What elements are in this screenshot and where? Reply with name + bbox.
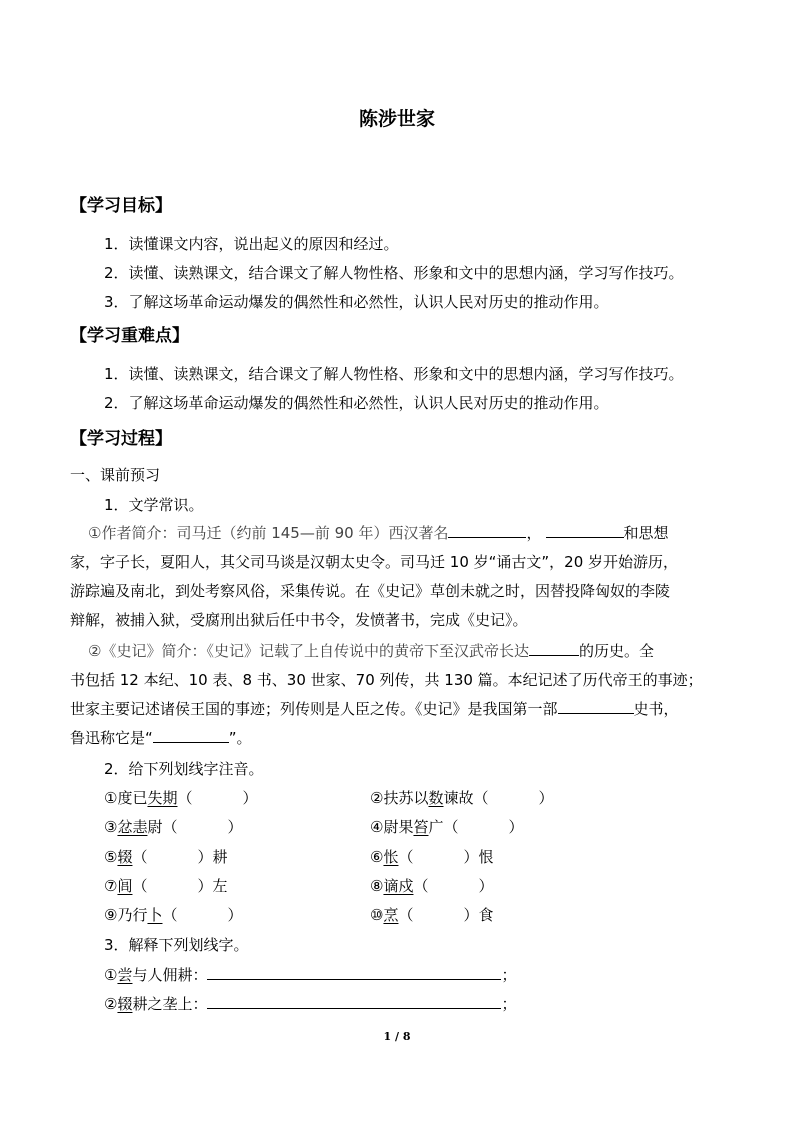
answer-blank[interactable] bbox=[153, 728, 229, 743]
process-heading: 【学习过程】 bbox=[70, 429, 172, 449]
shiji-text-f: ”。 bbox=[228, 729, 252, 747]
author-line-3: 游踪遍及南北，到处考察风俗，采集传说。在《史记》草创未就之时，因替投降匈奴的李陵 bbox=[70, 582, 671, 600]
goal-1: 1．读懂课文内容，说出起义的原因和经过。 bbox=[104, 235, 399, 253]
answer-blank[interactable] bbox=[558, 699, 634, 714]
page-title: 陈涉世家 bbox=[358, 108, 435, 130]
shiji-text-c: 世家主要记述诸侯王国的事迹；列传则是人臣之传。《史记》是我国第一部 bbox=[70, 700, 558, 718]
goal-3: 3．了解这场革命运动爆发的偶然性和必然性，认识人民对历史的推动作用。 bbox=[104, 293, 609, 311]
q1-label: 1．文学常识。 bbox=[104, 496, 204, 514]
answer-blank[interactable] bbox=[529, 641, 579, 656]
pinyin-item: ⑧谪戍（ ） bbox=[370, 877, 494, 895]
key-heading: 【学习重难点】 bbox=[70, 326, 189, 346]
pinyin-item: ⑦闾（ ）左 bbox=[104, 877, 228, 895]
answer-blank[interactable] bbox=[546, 523, 624, 538]
pinyin-item: ②扶苏以数谏故（ ） bbox=[370, 789, 554, 807]
shiji-text-d: 史书， bbox=[633, 700, 679, 718]
shiji-text-e: 鲁迅称它是“ bbox=[70, 729, 153, 747]
goal-2: 2．读懂、读熟课文，结合课文了解人物性格、形象和文中的思想内涵，学习写作技巧。 bbox=[104, 264, 684, 282]
explain-item: ②辍耕之垄上： ； bbox=[104, 995, 517, 1013]
answer-blank[interactable] bbox=[207, 994, 501, 1009]
pinyin-item: ⑥怅（ ）恨 bbox=[370, 848, 494, 866]
author-text-a: ①作者简介：司马迁（约前 145—前 90 年）西汉著名 bbox=[88, 524, 449, 542]
shiji-line-3 bbox=[70, 698, 679, 719]
goals-heading: 【学习目标】 bbox=[70, 196, 172, 216]
answer-blank[interactable] bbox=[448, 523, 526, 538]
q2-label: 2．给下列划线字注音。 bbox=[104, 760, 264, 778]
answer-blank[interactable] bbox=[207, 965, 501, 980]
page-number: 1 / 8 bbox=[383, 1030, 411, 1043]
pinyin-item: ⑩烹（ ）食 bbox=[370, 906, 494, 924]
pinyin-item: ④尉果笞广（ ） bbox=[370, 818, 524, 836]
shiji-text-b: 的历史。全 bbox=[578, 642, 654, 660]
author-line-4: 辩解，被捕入狱，受腐刑出狱后任中书令，发愤著书，完成《史记》。 bbox=[70, 611, 528, 629]
q3-label: 3．解释下列划线字。 bbox=[104, 936, 249, 954]
author-text-b: ， bbox=[526, 524, 542, 542]
shiji-text-a: ②《史记》简介：《史记》记载了上自传说中的黄帝下至汉武帝长达 bbox=[88, 642, 529, 660]
shiji-line-4 bbox=[70, 727, 252, 748]
author-text-c: 和思想 bbox=[623, 524, 669, 542]
key-point-1: 1．读懂、读熟课文，结合课文了解人物性格、形象和文中的思想内涵，学习写作技巧。 bbox=[104, 365, 684, 383]
author-line-2: 家，字子长，夏阳人，其父司马谈是汉朝太史令。司马迁 10 岁“诵古文”，20 岁开始游历， bbox=[70, 553, 679, 571]
preview-label: 一、课前预习 bbox=[70, 466, 161, 484]
author-line-1 bbox=[88, 522, 669, 543]
pinyin-item: ⑨乃行卜（ ） bbox=[104, 906, 243, 924]
pinyin-item: ③忿恚尉（ ） bbox=[104, 818, 243, 836]
key-point-2: 2．了解这场革命运动爆发的偶然性和必然性，认识人民对历史的推动作用。 bbox=[104, 394, 609, 412]
pinyin-item: ⑤辍（ ）耕 bbox=[104, 848, 228, 866]
shiji-line-1 bbox=[88, 640, 654, 661]
shiji-line-2: 书包括 12 本纪、10 表、8 书、30 世家、70 列传，共 130 篇。本纪记述了历代帝王的事迹； bbox=[70, 671, 703, 689]
pinyin-item: ①度已失期（ ） bbox=[104, 789, 258, 807]
explain-item: ①尝与人佣耕： ； bbox=[104, 966, 517, 984]
